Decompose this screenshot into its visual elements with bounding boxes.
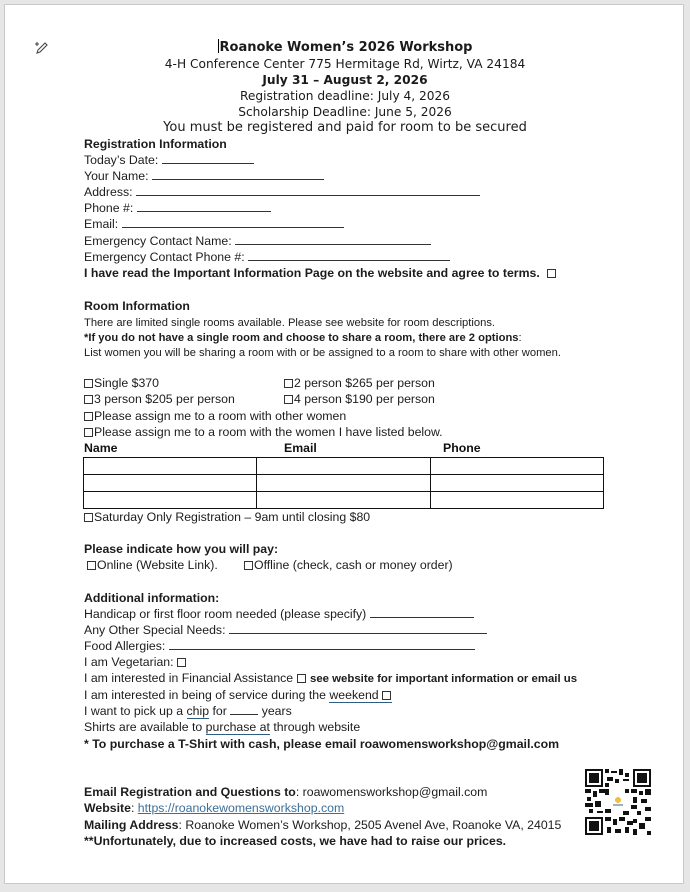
text-cursor [218,39,219,53]
field-label: through website [269,720,361,734]
pay-offline-option[interactable] [244,557,453,573]
field-label: I am Vegetarian: [84,655,174,669]
field-label: Any Other Special Needs: [84,623,226,637]
option-label: 2 person $265 per person [294,376,435,390]
column-header-name: Name [84,441,118,455]
registration-heading: Registration Information [84,137,227,151]
column-header-phone: Phone [443,441,481,455]
shirts-row [84,719,360,735]
room-heading: Room Information [84,299,190,313]
room-note-2 [84,330,522,346]
blank-line[interactable] [152,169,324,180]
saturday-checkbox[interactable] [84,513,93,522]
website-link[interactable]: https://roanokewomensworkshop.com [137,801,345,815]
email-contact-row [84,784,487,800]
website-row [84,800,344,816]
your-name-field[interactable] [84,168,324,184]
option-label: Saturday Only Registration – 9am until closing $80 [94,510,371,524]
field-label: Food Allergies: [84,639,166,653]
colon: : [518,332,522,344]
mailing-value: : Roanoke Women’s Workshop, 2505 Avenel Ave, Roanoke VA, 24015 [178,818,562,832]
financial-assistance-row [84,670,577,687]
field-label: Your Name: [84,169,149,183]
document-header [0,39,690,136]
blank-line[interactable] [235,234,431,245]
name-cell[interactable] [84,492,257,509]
four-person-checkbox[interactable] [284,395,293,404]
agree-terms-checkbox[interactable] [547,269,556,278]
field-label: I am interested in being of service during the [84,688,330,702]
option-assign-listed[interactable] [84,424,443,440]
weekend-underlined [329,688,392,703]
option-assign-other[interactable] [84,408,346,424]
phone-field[interactable] [84,200,271,216]
option-label: 3 person $205 per person [94,392,235,406]
food-allergies-field[interactable] [84,638,475,654]
agree-terms-text: I have read the Important Information Page on the website and agree to terms. [84,266,540,280]
phone-cell[interactable] [431,492,604,509]
assign-listed-checkbox[interactable] [84,428,93,437]
website-label: Website [84,801,131,815]
purchase-underlined: purchase at [205,720,270,734]
email-cell[interactable] [257,475,431,492]
three-person-checkbox[interactable] [84,395,93,404]
name-cell[interactable] [84,475,257,492]
field-label: Email: [84,217,119,231]
chip-underlined: chip [186,704,210,718]
email-label: Email Registration and Questions to [84,785,296,799]
title-text: Roanoke Women’s 2026 Workshop [219,40,473,55]
option-label: 4 person $190 per person [294,392,435,406]
table-row [84,458,604,475]
field-label: for [209,704,231,718]
blank-line[interactable] [169,639,475,650]
service-checkbox[interactable] [382,691,391,700]
field-label: Handicap or first floor room needed (please specify) [84,607,367,621]
field-label: Emergency Contact Phone #: [84,250,245,264]
mailing-row [84,817,561,833]
phone-cell[interactable] [431,475,604,492]
vegetarian-checkbox[interactable] [177,658,186,667]
price-note: **Unfortunately, due to increased costs, we have had to raise our prices. [84,834,507,848]
event-dates: July 31 – August 2, 2026 [262,73,428,87]
online-checkbox[interactable] [87,561,96,570]
pay-online-option[interactable] [87,557,218,573]
mailing-label: Mailing Address [84,818,179,832]
two-person-checkbox[interactable] [284,379,293,388]
field-label: Phone #: [84,201,134,215]
blank-line[interactable] [122,217,344,228]
financial-note: see website for important information or email us [310,673,578,685]
page-title [0,39,690,56]
single-checkbox[interactable] [84,379,93,388]
todays-date-field[interactable] [84,152,254,168]
option-label: Please assign me to a room with the women I have listed below. [94,425,443,439]
saturday-only-option[interactable] [84,509,370,525]
field-label: Emergency Contact Name: [84,234,232,248]
emergency-name-field[interactable] [84,233,431,249]
email-cell[interactable] [257,458,431,475]
email-field[interactable] [84,216,344,232]
blank-line[interactable] [229,623,487,634]
scholarship-deadline: Scholarship Deadline: June 5, 2026 [238,105,452,119]
payment-notice: You must be registered and paid for room to be secured [163,120,527,135]
option-four-person[interactable] [284,391,435,407]
room-note-1: There are limited single rooms available. Please see website for room descriptions. [84,317,496,329]
blank-line[interactable] [162,153,254,164]
service-row [84,687,392,703]
roommate-table [83,457,604,509]
offline-checkbox[interactable] [244,561,253,570]
address-field[interactable] [84,184,480,200]
field-label: Address: [84,185,133,199]
table-row [84,475,604,492]
financial-checkbox[interactable] [297,674,306,683]
field-label: Today’s Date: [84,153,159,167]
name-cell[interactable] [84,458,257,475]
field-label: years [258,704,292,718]
blank-line[interactable] [137,201,271,212]
years-blank[interactable] [230,704,258,715]
vegetarian-row [84,654,187,670]
chip-row [84,703,292,719]
assign-other-checkbox[interactable] [84,412,93,421]
option-two-person[interactable] [284,375,435,391]
handicap-field[interactable] [84,606,474,622]
phone-cell[interactable] [431,458,604,475]
column-header-email: Email [284,441,317,455]
qr-code-icon[interactable] [585,769,651,835]
blank-line[interactable] [248,250,450,261]
field-label: I want to pick up a [84,704,187,718]
option-label: Please assign me to a room with other women [94,409,347,423]
email-cell[interactable] [257,492,431,509]
email-value: : roawomensworkshop@gmail.com [295,785,488,799]
separator: : [130,801,138,815]
payment-heading: Please indicate how you will pay: [84,542,279,556]
registration-deadline: Registration deadline: July 4, 2026 [239,89,451,103]
room-note-3: List women you will be sharing a room with or be assigned to a room to share with other women. [84,347,561,359]
option-label: Offline (check, cash or money order) [254,558,453,572]
table-row [84,492,604,509]
room-note-2-bold: *If you do not have a single room and choose to share a room, there are 2 options [84,332,519,344]
option-label: Single $370 [94,376,159,390]
weekend-text: weekend [329,688,379,702]
tshirt-note: * To purchase a T-Shirt with cash, please email roawomensworkshop@gmail.com [84,737,560,751]
option-label: Online (Website Link). [97,558,218,572]
field-label: Shirts are available to [84,720,206,734]
option-three-person[interactable] [84,391,235,407]
agree-terms-row [84,265,557,281]
blank-line[interactable] [136,185,480,196]
additional-heading: Additional information: [84,591,220,605]
field-label: I am interested in Financial Assistance [84,671,294,685]
emergency-phone-field[interactable] [84,249,450,265]
special-needs-field[interactable] [84,622,487,638]
option-single[interactable] [84,375,159,391]
venue: 4-H Conference Center 775 Hermitage Rd, Wirtz, VA 24184 [164,57,526,71]
blank-line[interactable] [370,607,474,618]
